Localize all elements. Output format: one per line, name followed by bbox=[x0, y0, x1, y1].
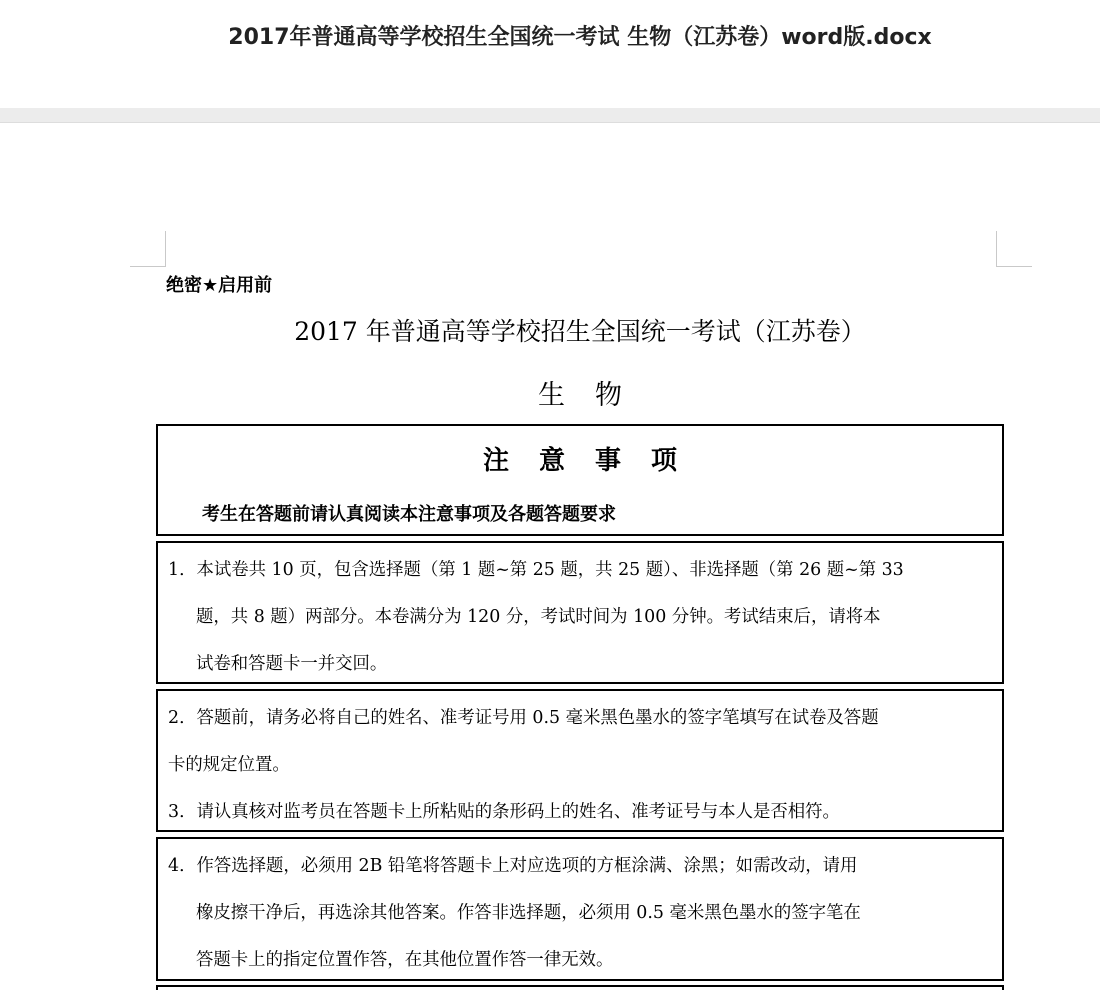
notice-line: 4．作答选择题，必须用 2B 铅笔将答题卡上对应选项的方框涂满、涂黑；如需改动，请用 bbox=[168, 856, 858, 876]
document-title: 2017 年普通高等学校招生全国统一考试（江苏卷） bbox=[294, 317, 866, 346]
subject-title: 生物 bbox=[538, 380, 652, 411]
notice-line: 卡的规定位置。 bbox=[168, 755, 290, 775]
notice-item-box bbox=[156, 541, 1004, 684]
notice-item-box bbox=[156, 985, 1004, 990]
secret-label: 绝密★启用前 bbox=[166, 275, 273, 296]
title-bar bbox=[0, 0, 1100, 108]
notice-line: 2．答题前，请务必将自己的姓名、准考证号用 0.5 毫米黑色墨水的签字笔填写在试卷及答题 bbox=[168, 708, 879, 728]
notice-subheading: 考生在答题前请认真阅读本注意事项及各题答题要求 bbox=[202, 504, 616, 525]
notice-item-box bbox=[156, 837, 1004, 981]
notice-line: 答题卡上的指定位置作答，在其他位置作答一律无效。 bbox=[196, 950, 614, 970]
notice-line: 1．本试卷共 10 页，包含选择题（第 1 题~第 25 题，共 25 题）、非选择题（第 26 题~第 33 bbox=[168, 560, 904, 580]
page-gap bbox=[0, 108, 1100, 123]
notice-item-box bbox=[156, 689, 1004, 832]
document-page[interactable] bbox=[0, 123, 1100, 990]
notice-line: 橡皮擦干净后，再选涂其他答案。作答非选择题，必须用 0.5 毫米黑色墨水的签字笔在 bbox=[196, 903, 861, 923]
notice-heading: 注意事项 bbox=[482, 446, 707, 476]
notice-line: 试卷和答题卡一并交回。 bbox=[196, 654, 388, 674]
notice-header-box bbox=[156, 424, 1004, 536]
crop-mark-top-right bbox=[996, 231, 1032, 267]
notice-line: 题，共 8 题）两部分。本卷满分为 120 分，考试时间为 100 分钟。考试结束后，请将本 bbox=[196, 607, 881, 627]
window-title: 2017年普通高等学校招生全国统一考试 生物（江苏卷）word版.docx bbox=[228, 25, 932, 50]
notice-line: 3．请认真核对监考员在答题卡上所粘贴的条形码上的姓名、准考证号与本人是否相符。 bbox=[168, 802, 840, 822]
crop-mark-top-left bbox=[130, 231, 166, 267]
